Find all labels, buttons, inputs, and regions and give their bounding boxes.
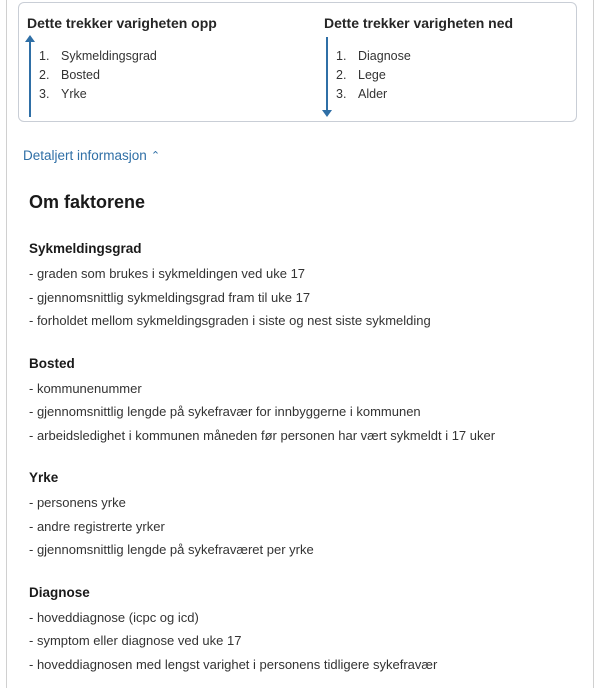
list-item: 3. Yrke — [39, 87, 87, 101]
list-item: 2. Bosted — [39, 68, 100, 82]
list-item: - hoveddiagnose (icpc og icd) — [29, 609, 199, 625]
factors-up-list — [39, 47, 217, 104]
factors-down-column — [324, 15, 513, 104]
list-item: - personens yrke — [29, 495, 126, 510]
chevron-up-icon: ⌃ — [150, 150, 161, 162]
details-toggle-label: Detaljert informasjon — [23, 148, 147, 163]
details-toggle-button[interactable] — [23, 148, 160, 163]
list-item: - andre registrerte yrker — [29, 518, 165, 534]
factors-down-title: Dette trekker varigheten ned — [324, 15, 514, 31]
list-item: - gjennomsnittlig lengde på sykefraværet per yrke — [29, 542, 314, 557]
list-item: - gjennomsnittlig sykmeldingsgrad fram til uke 17 — [29, 289, 311, 305]
list-item: 3. Alder — [336, 87, 388, 101]
list-item: 1. Sykmeldingsgrad — [39, 49, 157, 63]
factor-section-3 — [29, 584, 579, 677]
factor-section-0 — [29, 240, 579, 333]
factors-down-list — [336, 47, 513, 104]
arrow-down-icon — [326, 37, 328, 111]
list-item: - gjennomsnittlig lengde på sykefravær for innbyggerne i kommunen — [29, 404, 421, 419]
factor-section-title: Sykmeldingsgrad — [29, 241, 142, 256]
factors-up-title: Dette trekker varigheten opp — [27, 15, 217, 31]
about-title: Om faktorene — [29, 192, 146, 212]
arrow-up-icon — [29, 41, 31, 117]
list-item: - kommunenummer — [29, 380, 142, 396]
factor-section-2 — [29, 469, 579, 562]
factor-section-1 — [29, 355, 579, 448]
factors-card — [18, 2, 577, 122]
list-item: 1. Diagnose — [336, 49, 411, 63]
list-item: - symptom eller diagnose ved uke 17 — [29, 633, 242, 648]
factor-section-title: Bosted — [29, 355, 75, 371]
list-item: - forholdet mellom sykmeldingsgraden i siste og nest siste sykmelding — [29, 313, 431, 328]
factor-section-title: Yrke — [29, 470, 59, 485]
list-item: - graden som brukes i sykmeldingen ved uke 17 — [29, 266, 306, 281]
list-item: - hoveddiagnosen med lengst varighet i personens tidligere sykefravær — [29, 656, 438, 672]
list-item: - arbeidsledighet i kommunen måneden før personen har vært sykmeldt i 17 uker — [29, 427, 496, 443]
factors-up-column — [27, 15, 217, 104]
about-factors-section — [29, 192, 579, 688]
factor-section-title: Diagnose — [29, 584, 90, 600]
list-item: 2. Lege — [336, 68, 386, 82]
